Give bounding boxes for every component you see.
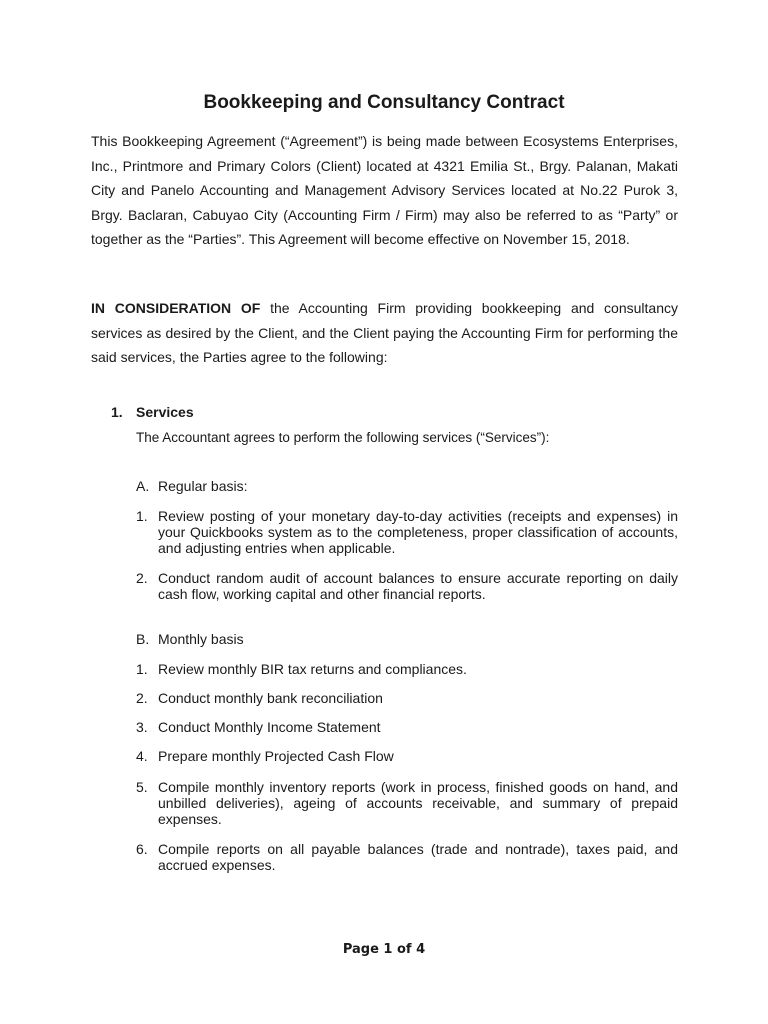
list-item-text: Conduct Monthly Income Statement: [158, 719, 381, 735]
consideration-paragraph: [91, 296, 678, 370]
subsection-monthly: [136, 631, 244, 647]
list-item: [136, 508, 678, 556]
list-item-number: 6.: [136, 841, 148, 857]
list-item-number: 3.: [136, 719, 148, 735]
section-heading-text: Services: [136, 404, 194, 420]
document-title: Bookkeeping and Consultancy Contract: [203, 92, 565, 113]
list-item: [136, 841, 678, 873]
subsection-label: Monthly basis: [158, 631, 244, 647]
list-item-text: Review posting of your monetary day-to-day activities (receipts and expenses) in your Quickbooks system as to the completeness, proper classification of accounts, and adjusting entries when applicable.: [158, 508, 678, 556]
consideration-text: the Accounting Firm providing bookkeeping and consultancy services as desired by the Client, and the Client paying the Accounting Firm for performing the said services, the Parties agree to the following:: [91, 300, 678, 365]
intro-paragraph: This Bookkeeping Agreement (“Agreement”) is being made between Ecosystems Enterprises, Inc., Printmore and Primary Colors (Client) located at 4321 Emilia St., Brgy. Palanan, Makati City and Panelo Accounting and Management Advisory Services located at No.22 Purok 3, Brgy. Baclaran, Cabuyao City (Accounting Firm / Firm) may also be referred to as “Party” or together as the “Parties”. This Agreement will become effective on November 15, 2018.: [91, 133, 678, 247]
list-item-number: 4.: [136, 748, 148, 764]
list-item: [136, 570, 678, 602]
page-number-footer: Page 1 of 4: [342, 942, 426, 957]
subsection-regular: [136, 478, 248, 494]
list-item-number: 1.: [136, 661, 148, 677]
list-item-number: 1.: [136, 508, 148, 524]
list-item-text: Conduct monthly bank reconciliation: [158, 690, 383, 706]
list-item-number: 2.: [136, 690, 148, 706]
list-item: [136, 719, 678, 735]
list-item: [136, 748, 678, 764]
list-item-number: 5.: [136, 779, 148, 795]
list-item-text: Review monthly BIR tax returns and compliances.: [158, 661, 467, 677]
subsection-letter: B.: [136, 631, 150, 647]
list-item-number: 2.: [136, 570, 148, 586]
list-item-text: Prepare monthly Projected Cash Flow: [158, 748, 394, 764]
list-item-text: Conduct random audit of account balances to ensure accurate reporting on daily cash flow, working capital and other financial reports.: [158, 570, 678, 602]
list-item: [136, 690, 678, 706]
list-item: [136, 779, 678, 827]
consideration-lead: IN CONSIDERATION OF: [91, 300, 261, 316]
subsection-letter: A.: [136, 478, 150, 494]
list-item: [136, 661, 678, 677]
list-item-text: Compile reports on all payable balances (trade and nontrade), taxes paid, and accrued expenses.: [158, 841, 678, 873]
section-intro: The Accountant agrees to perform the following services (“Services”):: [136, 430, 550, 445]
list-item-text: Compile monthly inventory reports (work in process, finished goods on hand, and unbilled deliveries), ageing of accounts receivable, and summary of prepaid expenses.: [158, 779, 678, 827]
section-heading-services: [111, 404, 194, 420]
subsection-label: Regular basis:: [158, 478, 248, 494]
section-number: 1.: [111, 404, 123, 420]
